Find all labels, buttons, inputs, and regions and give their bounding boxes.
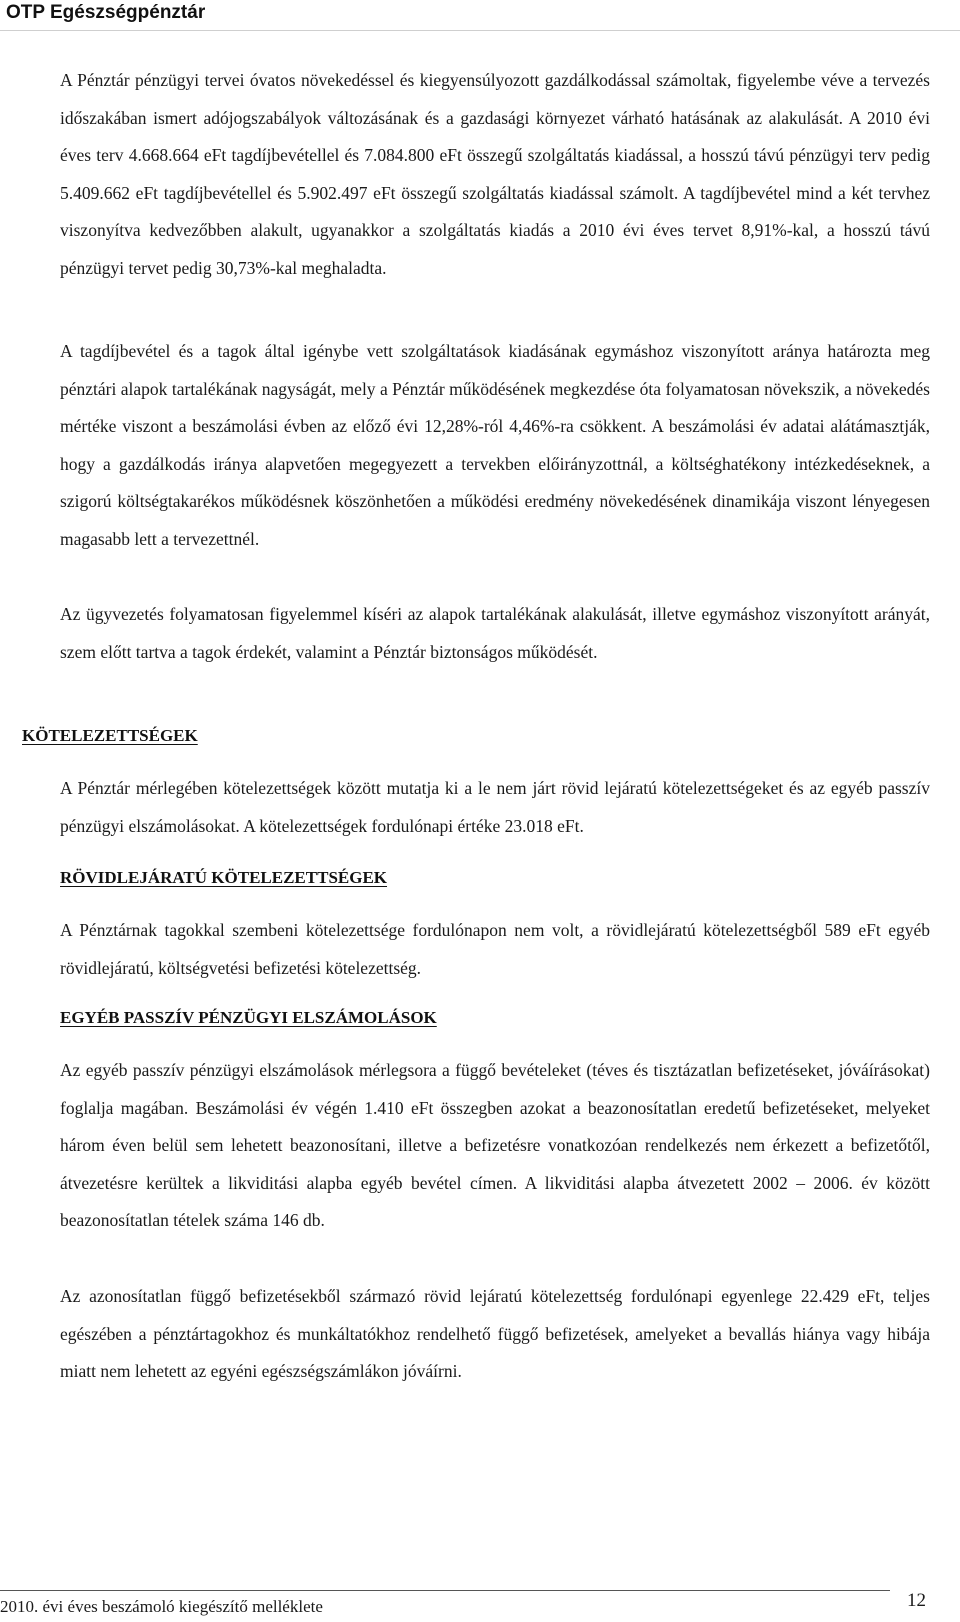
heading-short-term-liabilities: RÖVIDLEJÁRATÚ KÖTELEZETTSÉGEK: [60, 868, 388, 887]
heading-liabilities: KÖTELEZETTSÉGEK: [22, 726, 198, 745]
footer-document-title: 2010. évi éves beszámoló kiegészítő melléklete: [0, 1597, 323, 1616]
footer-divider: [0, 1590, 890, 1591]
paragraph-unidentified-payments: Az azonosítatlan függő befizetésekből származó rövid lejáratú kötelezettség fordulónapi egyenlege 22.429 eFt, teljes egészében a pénztártagokhoz és munkáltatókhoz rendelhető függő befizetések, amelyeket a bevallás hiánya vagy hibája miatt nem lehetett az egyéni egészségszámlákon jóváírni.: [60, 1286, 930, 1381]
paragraph-other-passive-settlements: Az egyéb passzív pénzügyi elszámolások mérlegsora a függő bevételeket (téves és tisztázatlan befizetéseket, jóváírásokat) foglalja magában. Beszámolási év végén 1.410 eFt összegben azokat a beazonosítatlan eredetű befizetéseket, melyeket három éven belül sem lehetett beazonosítani, illetve a befizetésre vonatkozóan rendelkezés nem érkezett a befizetőtől, átvezetésre kerültek a likviditási alapba egyéb bevétel címen. A likviditási alapba átvezetett 2002 – 2006. év között beazonosítatlan tételek száma 146 db.: [60, 1060, 930, 1230]
paragraph-financial-plans: A Pénztár pénzügyi tervei óvatos növekedéssel és kiegyensúlyozott gazdálkodással számoltak, figyelembe véve a tervezés időszakában ismert adójogszabályok változásának és a gazdasági környezet várható hatásának az alakulását. A 2010 évi éves terv 4.668.664 eFt tagdíjbevétellel és 7.084.800 eFt összegű szolgáltatás kiadással, a hosszú távú pénzügyi terv pedig 5.409.662 eFt tagdíjbevétellel és 5.902.497 eFt összegű szolgáltatás kiadással számolt. A tagdíjbevétel mind a két tervhez viszonyítva kedvezőbben alakult, ugyanakkor a szolgáltatás kiadás a 2010 évi éves tervet 8,91%-kal, a hosszú távú pénzügyi tervet pedig 30,73%-kal meghaladta.: [60, 70, 930, 278]
heading-other-passive-settlements: EGYÉB PASSZÍV PÉNZÜGYI ELSZÁMOLÁSOK: [60, 1008, 437, 1027]
page-header: [0, 0, 960, 31]
page-number: 12: [907, 1590, 926, 1611]
paragraph-reserve-ratio: A tagdíjbevétel és a tagok által igénybe vett szolgáltatások kiadásának egymáshoz viszonyított aránya határozta meg pénztári alapok tartalékának nagyságát, mely a Pénztár működésének megkezdése óta folyamatosan növekszik, a növekedés mértéke viszont a beszámolási évben az előző évi 12,28%-ról 4,46%-ra csökkent. A beszámolási év adatai alátámasztják, hogy a gazdálkodás iránya alapvetően megegyezett a tervekben előirányzottnál, a költséghatékony intézkedéseknek, a szigorú költségtakarékos működésnek köszönhetően a működési eredmény növekedésének dinamikája viszont lényegesen magasabb lett a tervezettnél.: [60, 341, 930, 549]
paragraph-liabilities: A Pénztár mérlegében kötelezettségek között mutatja ki a le nem járt rövid lejáratú kötelezettségeket és az egyéb passzív pénzügyi elszámolásokat. A kötelezettségek fordulónapi értéke 23.018 eFt.: [60, 778, 930, 836]
header-title: OTP Egészségpénztár: [6, 2, 206, 23]
paragraph-short-term-liabilities: A Pénztárnak tagokkal szembeni kötelezettsége fordulónapon nem volt, a rövidlejáratú kötelezettségből 589 eFt egyéb rövidlejáratú, költségvetési befizetési kötelezettség.: [60, 920, 930, 978]
paragraph-management-monitoring: Az ügyvezetés folyamatosan figyelemmel kíséri az alapok tartalékának alakulását, illetve egymáshoz viszonyított arányát, szem előtt tartva a tagok érdekét, valamint a Pénztár biztonságos működését.: [60, 604, 930, 662]
